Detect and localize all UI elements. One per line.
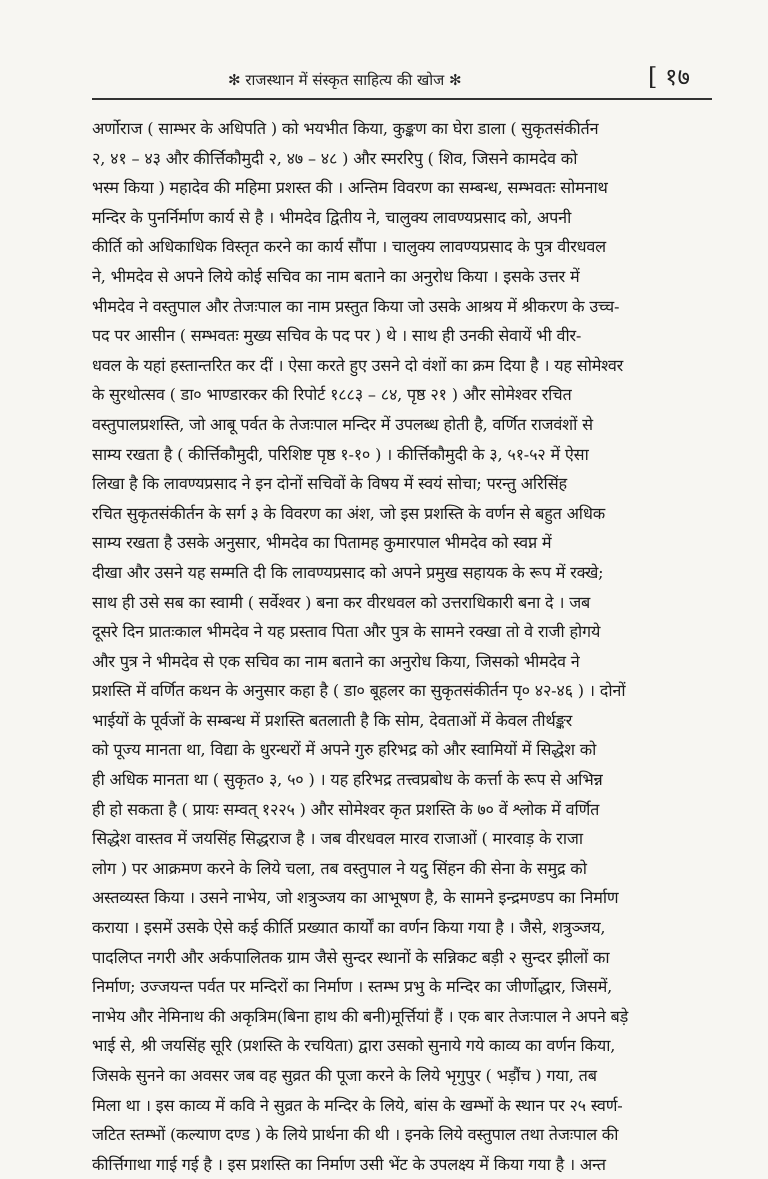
- text-line: कीर्त्तिगाथा गाई गई है । इस प्रशस्ति का निर्माण उसी भेंट के उपलक्ष्य में किया गया है । अन्त: [92, 1154, 606, 1174]
- text-line: कीर्ति को अधिकाधिक विस्तृत करने का कार्य सौंपा । चालुक्य लावण्यप्रसाद के पुत्र वीरधवल: [92, 237, 606, 257]
- text-line: भाईयों के पूर्वजों के सम्बन्ध में प्रशस्ति बतलाती है कि सोम, देवताओं में केवल तीर्थङ्कर: [92, 710, 573, 730]
- text-line: लोग ) पर आक्रमण करने के लिये चला, तब वस्तुपाल ने यदु सिंहन की सेना के समुद्र को: [92, 858, 587, 878]
- text-line: जटित स्तम्भों (कल्याण दण्ड ) के लिये प्रार्थना की थी । इनके लिये वस्तुपाल तथा तेजःपाल की: [92, 1125, 619, 1145]
- text-line: ही हो सकता है ( प्रायः सम्वत् १२२५ ) और सोमेश्वर कृत प्रशस्ति के ७० वें श्लोक में वर्णित: [92, 799, 600, 819]
- text-line: निर्माण; उज्जयन्त पर्वत पर मन्दिरों का निर्माण । स्तम्भ प्रभु के मन्दिर का जीर्णोद्धार, जिसमें,: [92, 977, 613, 997]
- text-line: पद पर आसीन ( सम्भवतः मुख्य सचिव के पद पर ) थे । साथ ही उनकी सेवायें भी वीर-: [92, 326, 582, 346]
- text-line: वस्तुपालप्रशस्ति, जो आबू पर्वत के तेजःपाल मन्दिर में उपलब्ध होती है, वर्णित राजवंशों से: [92, 414, 593, 434]
- header-rule: [92, 98, 712, 100]
- text-line: ने, भीमदेव से अपने लिये कोई सचिव का नाम बताने का अनुरोध किया । इसके उत्तर में: [92, 266, 580, 286]
- page-number: [ १७: [648, 63, 690, 91]
- text-line: मन्दिर के पुनर्निर्माण कार्य से है । भीमदेव द्वितीय ने, चालुक्य लावण्यप्रसाद को, अपनी: [92, 207, 572, 227]
- text-line: साम्य रखता है उसके अनुसार, भीमदेव का पितामह कुमारपाल भीमदेव को स्वप्न में: [92, 533, 552, 553]
- running-title: ✻ राजस्थान में संस्कृत साहित्य की खोज ✻: [228, 71, 462, 89]
- text-line: जिसके सुनने का अवसर जब वह सुव्रत की पूजा करने के लिये भृगुपुर ( भड़ौंच ) गया, तब: [92, 1066, 597, 1085]
- body-text: [92, 114, 720, 1179]
- text-line: दूसरे दिन प्रातःकाल भीमदेव ने यह प्रस्ताव पिता और पुत्र के सामने रक्खा तो वे राजी होगये: [92, 622, 601, 642]
- text-line: अस्तव्यस्त किया । उसने नाभेय, जो शत्रुञ्जय का आभूषण है, के सामने इन्द्रमण्डप का निर्माण: [92, 888, 619, 908]
- text-line: साथ ही उसे सब का स्वामी ( सर्वेश्वर ) बना कर वीरधवल को उत्तराधिकारी बना दे । जब: [92, 592, 591, 612]
- text-line: लिखा है कि लावण्यप्रसाद ने इन दोनों सचिवों के विषय में स्वयं सोचा; परन्तु अरिसिंह: [92, 474, 567, 494]
- text-line: और पुत्र ने भीमदेव से एक सचिव का नाम बताने का अनुरोध किया, जिसको भीमदेव ने: [92, 651, 580, 671]
- text-line: नाभेय और नेमिनाथ की अकृत्रिम(बिना हाथ की बनी)मूर्त्तियां हैं । एक बार तेजःपाल ने अपने बड़े: [92, 1006, 629, 1026]
- text-line: दीखा और उसने यह सम्मति दी कि लावण्यप्रसाद को अपने प्रमुख सहायक के रूप में रक्खे;: [92, 562, 604, 582]
- text-line: साम्य रखता है ( कीर्त्तिकौमुदी, परिशिष्ट पृष्ठ १-१० ) । कीर्त्तिकौमुदी के ३, ५१-५२ में ऐसा: [92, 444, 589, 464]
- text-line: भस्म किया ) महादेव की महिमा प्रशस्त की । अन्तिम विवरण का सम्बन्ध, सम्भवतः सोमनाथ: [92, 178, 608, 198]
- text-line: ही अधिक मानता था ( सुकृत० ३, ५० ) । यह हरिभद्र तत्त्वप्रबोध के कर्त्ता के रूप से अभिन्न: [92, 770, 603, 790]
- text-line: रचित सुकृतसंकीर्तन के सर्ग ३ के विवरण का अंश, जो इस प्रशस्ति के वर्णन से बहुत अधिक: [92, 503, 605, 523]
- text-line: भीमदेव ने वस्तुपाल और तेजःपाल का नाम प्रस्तुत किया जो उसके आश्रय में श्रीकरण के उच्च-: [92, 296, 620, 316]
- text-line: प्रशस्ति में वर्णित कथन के अनुसार कहा है ( डा० बूहलर का सुकृतसंकीर्तन पृ० ४२-४६ ) । दोनों: [92, 681, 626, 701]
- text-line: भाई से, श्री जयसिंह सूरि (प्रशस्ति के रचयिता) द्वारा उसको सुनाये गये काव्य का वर्णन किया,: [92, 1036, 616, 1056]
- text-line: २, ४१ – ४३ और कीर्त्तिकौमुदी २, ४७ – ४८ ) और स्मररिपु ( शिव, जिसने कामदेव को: [92, 148, 578, 168]
- text-line: पादलिप्त नगरी और अर्कपालितक ग्राम जैसे सुन्दर स्थानों के सन्निकट बड़ी २ सुन्दर झीलों का: [92, 947, 610, 967]
- text-line: मिला था । इस काव्य में कवि ने सुव्रत के मन्दिर के लिये, बांस के खम्भों के स्थान पर २५ स्वर्ण-: [92, 1095, 623, 1115]
- text-line: कराया । इसमें उसके ऐसे कई कीर्ति प्रख्यात कार्यों का वर्णन किया गया है । जैसे, शत्रुञ्जय,: [92, 918, 606, 938]
- text-line: अर्णोराज ( साम्भर के अधिपति ) को भयभीत किया, कुङ्कण का घेरा डाला ( सुकृतसंकीर्तन: [92, 119, 599, 138]
- text-line: धवल के यहां हस्तान्तरित कर दीं । ऐसा करते हुए उसने दो वंशों का क्रम दिया है । यह सोमेश्वर: [92, 355, 624, 375]
- text-line: को पूज्य मानता था, विद्या के धुरन्धरों में अपने गुरु हरिभद्र को और स्वामियों में सिद्धेश को: [92, 740, 597, 760]
- text-line: सिद्धेश वास्तव में जयसिंह सिद्धराज है । जब वीरधवल मारव राजाओं ( मारवाड़ के राजा: [92, 829, 583, 849]
- text-line: के सुरथोत्सव ( डा० भाण्डारकर की रिपोर्ट १८८३ – ८४, पृष्ठ २१ ) और सोमेश्वर रचित: [92, 385, 572, 405]
